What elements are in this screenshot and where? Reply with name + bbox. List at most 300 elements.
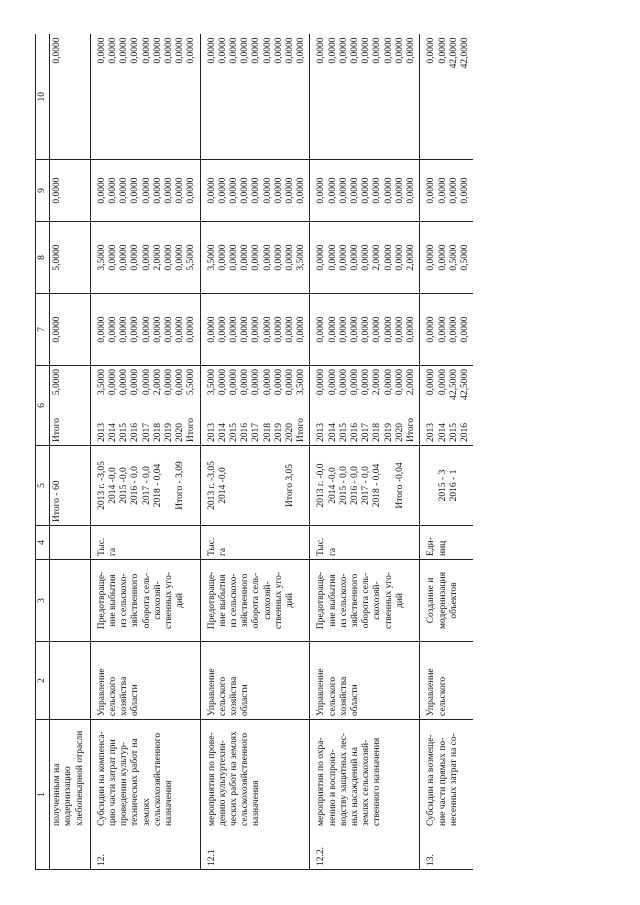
- local-value: 0,0000: [108, 177, 119, 204]
- cell-extrabudget: [200, 35, 310, 160]
- extrabudget-value: 0,0000: [251, 37, 262, 64]
- unit-line: Тыс.: [96, 537, 107, 556]
- local-value: 0,0000: [448, 177, 459, 204]
- amount-value: 2,0000: [152, 369, 163, 396]
- year-amount-line: [108, 369, 119, 442]
- indicator-line: 2015 - 0,0: [338, 466, 349, 505]
- extrabudget-value: 0,0000: [296, 37, 307, 64]
- description-line: хлебопекарной отрасли: [74, 730, 85, 826]
- cell-indicator: [200, 446, 310, 526]
- year-amount-line: [263, 369, 274, 442]
- year-amount-line: [229, 369, 240, 442]
- year-label: 2016: [350, 423, 361, 442]
- indicator-line: 2018 - 0,04: [372, 463, 383, 508]
- indicator-line: Итого - 3,09: [175, 461, 186, 510]
- year-amount-line: [296, 369, 307, 442]
- extrabudget-value: 0,0000: [426, 37, 437, 64]
- amount-value: 3,5000: [296, 369, 307, 396]
- regional-value: 0,5000: [459, 244, 470, 271]
- cell-goal: [420, 560, 473, 642]
- goal-line: модернизация: [437, 572, 448, 629]
- amount-value: 0,0000: [217, 369, 228, 396]
- cell-executor: [50, 642, 91, 720]
- executor-line: области: [240, 684, 251, 716]
- cell-regional: [420, 222, 473, 294]
- regional-value: 0,0000: [426, 244, 437, 271]
- description-line: проведении культур-: [119, 742, 130, 826]
- local-value: 0,0000: [96, 177, 107, 204]
- local-value: 0,0000: [217, 177, 228, 204]
- local-value: 0,0000: [394, 177, 405, 204]
- cell-federal: [420, 294, 473, 366]
- cell-description: [420, 720, 473, 870]
- description-line: несенных затрат на со-: [448, 733, 459, 826]
- executor-line: сельского: [327, 676, 338, 716]
- unit-line: Тыс.: [206, 537, 217, 556]
- goal-line: Предотвраще-: [96, 571, 107, 630]
- header-cell: 8: [36, 222, 50, 294]
- federal-value: 0,0000: [130, 316, 141, 343]
- indicator-line: Итого 3,05: [285, 463, 296, 508]
- cell-extrabudget: [420, 35, 473, 160]
- extrabudget-value: 0,0000: [206, 37, 217, 64]
- extrabudget-value: 0,0000: [437, 37, 448, 64]
- table-row: [200, 35, 310, 870]
- local-value: 0,0000: [406, 177, 417, 204]
- indicator-line: 2013 г. -0,0: [316, 463, 327, 508]
- indicator-line: 2013 г. -3,05: [96, 461, 107, 510]
- federal-value: 0,0000: [152, 316, 163, 343]
- unit-line: Еди-: [426, 537, 437, 556]
- description-line: полученным на: [52, 763, 63, 826]
- goal-line: ственных уго-: [164, 572, 175, 630]
- indicator-line: 2015 - 3: [437, 469, 448, 502]
- year-label: 2014: [437, 423, 448, 442]
- regional-value: 0,0000: [164, 244, 175, 271]
- cell-year-amount: [420, 366, 473, 446]
- indicator-line: Итого -0,04: [394, 462, 405, 509]
- description-line: назначения: [251, 780, 262, 826]
- local-value: 0,0000: [175, 177, 186, 204]
- cell-goal: [200, 560, 310, 642]
- year-label: 2013: [426, 423, 437, 442]
- regional-value: 3,5000: [296, 244, 307, 271]
- description-line: модернизацию: [63, 766, 74, 826]
- cell-local: [310, 160, 420, 222]
- executor-line: хозяйства: [338, 676, 349, 716]
- cell-executor: [200, 642, 310, 720]
- cell-local: [200, 160, 310, 222]
- federal-value: 0,0000: [338, 316, 349, 343]
- amount-value: 0,0000: [175, 369, 186, 396]
- extrabudget-value: 0,0000: [217, 37, 228, 64]
- executor-line: области: [130, 684, 141, 716]
- cell-goal: [50, 560, 91, 642]
- federal-value: 0,0000: [327, 316, 338, 343]
- regional-value: 0,0000: [175, 244, 186, 271]
- federal-value: 0,0000: [164, 316, 175, 343]
- description-line: землях сельскохозяй-: [361, 739, 372, 826]
- executor-line: Управление: [316, 668, 327, 716]
- goal-line: Создание и: [426, 577, 437, 624]
- indicator-line: 2014 -0,0: [217, 467, 228, 504]
- description-line: Субсидии на возмеще-: [426, 734, 437, 826]
- amount-value: 2,0000: [372, 369, 383, 396]
- federal-value: 0,0000: [186, 316, 197, 343]
- year-amount-line: [438, 369, 449, 442]
- year-amount-line: [218, 369, 229, 442]
- unit-line: Тыс.: [316, 537, 327, 556]
- regional-value: 0,0000: [262, 244, 273, 271]
- description-line: технических работ на: [130, 738, 141, 826]
- regional-value: 0,0000: [383, 244, 394, 271]
- goal-line: оборота сель-: [251, 572, 262, 629]
- cell-extrabudget: 0,0000: [50, 35, 91, 160]
- federal-value: 0,0000: [175, 316, 186, 343]
- year-amount-line: [153, 369, 164, 442]
- regional-value: 0,0000: [273, 244, 284, 271]
- federal-value: 0,0000: [217, 316, 228, 343]
- extrabudget-value: 42,0000: [459, 37, 470, 69]
- extrabudget-value: 0,0000: [130, 37, 141, 64]
- indicator-line: 2015 -0,0: [119, 467, 130, 504]
- amount-value: 0,0000: [285, 369, 296, 396]
- header-cell: 7: [36, 294, 50, 366]
- cell-federal: [310, 294, 420, 366]
- federal-value: 0,0000: [316, 316, 327, 343]
- header-cell: 9: [36, 160, 50, 222]
- federal-value: 0,0000: [394, 316, 405, 343]
- year-amount-line: [460, 369, 471, 442]
- year-label: 2019: [383, 423, 394, 442]
- cell-unit: [200, 526, 310, 560]
- indicator-line: [251, 449, 262, 522]
- extrabudget-value: 0,0000: [164, 37, 175, 64]
- cell-description: [90, 720, 200, 870]
- cell-federal: 0,0000: [50, 294, 91, 366]
- cell-unit: [310, 526, 420, 560]
- local-value: 0,0000: [459, 177, 470, 204]
- year-label: 2018: [262, 423, 273, 442]
- federal-value: 0,0000: [141, 316, 152, 343]
- year-amount-line: [97, 369, 108, 442]
- year-label: 2016: [240, 423, 251, 442]
- regional-value: 0,0000: [130, 244, 141, 271]
- indicator-line: [426, 449, 437, 522]
- goal-line: зяйственного: [130, 573, 141, 628]
- year-amount-line: [339, 369, 350, 442]
- description-line: ственного назначения: [372, 737, 383, 826]
- extrabudget-value: 0,0000: [119, 37, 130, 64]
- regional-value: 3,5000: [96, 244, 107, 271]
- indicator-line: 2016 - 0,0: [130, 466, 141, 505]
- extrabudget-value: 0,0000: [406, 37, 417, 64]
- extrabudget-value: 0,0000: [240, 37, 251, 64]
- year-label: 2019: [273, 423, 284, 442]
- cell-local: [420, 160, 473, 222]
- amount-value: 0,0000: [141, 369, 152, 396]
- cell-description: [200, 720, 310, 870]
- federal-value: 0,0000: [229, 316, 240, 343]
- executor-line: хозяйства: [119, 676, 130, 716]
- cell-unit: [420, 526, 473, 560]
- local-value: 0,0000: [426, 177, 437, 204]
- federal-value: 0,0000: [119, 316, 130, 343]
- regional-value: 0,0000: [316, 244, 327, 271]
- amount-value: 5,0000: [52, 369, 63, 396]
- local-value: 0,0000: [206, 177, 217, 204]
- year-amount-line: [361, 369, 372, 442]
- amount-value: 0,0000: [316, 369, 327, 396]
- extrabudget-value: 0,0000: [350, 37, 361, 64]
- amount-value: 5,5000: [186, 369, 197, 396]
- indicator-line: 2018 - 0,04: [152, 463, 163, 508]
- year-label: 2013: [206, 423, 217, 442]
- regional-value: 0,0000: [338, 244, 349, 271]
- executor-line: сельского: [217, 676, 228, 716]
- row-number: 13.: [426, 854, 437, 866]
- amount-value: 3,5000: [96, 369, 107, 396]
- year-amount-line: [274, 369, 285, 442]
- year-label: Итого: [406, 417, 417, 442]
- goal-line: оборота сель-: [141, 572, 152, 629]
- federal-value: 0,0000: [296, 316, 307, 343]
- extrabudget-value: 0,0000: [152, 37, 163, 64]
- year-label: 2015: [229, 423, 240, 442]
- federal-value: 0,0000: [350, 316, 361, 343]
- header-cell: 10: [36, 35, 50, 160]
- amount-value: 0,0000: [361, 369, 372, 396]
- year-amount-line: [207, 369, 218, 442]
- year-amount-line: [130, 369, 141, 442]
- executor-line: Управление: [96, 668, 107, 716]
- extrabudget-value: 0,0000: [96, 37, 107, 64]
- regional-value: 0,0000: [141, 244, 152, 271]
- extrabudget-value: 0,0000: [273, 37, 284, 64]
- cell-executor: [420, 642, 473, 720]
- table-row: [310, 35, 420, 870]
- cell-indicator: [90, 446, 200, 526]
- executor-line: области: [350, 684, 361, 716]
- year-label: 2019: [164, 423, 175, 442]
- regional-value: 0,0000: [327, 244, 338, 271]
- year-amount-line: [406, 369, 417, 442]
- goal-line: ние выбытия: [108, 574, 119, 627]
- federal-value: 0,0000: [437, 316, 448, 343]
- amount-value: 0,0000: [108, 369, 119, 396]
- description-line: ние части прямых по-: [437, 737, 448, 826]
- federal-value: 0,0000: [361, 316, 372, 343]
- amount-value: 0,0000: [426, 369, 437, 396]
- year-amount-line: [449, 369, 460, 442]
- federal-value: 0,0000: [273, 316, 284, 343]
- cell-goal: [310, 560, 420, 642]
- year-amount-line: [350, 369, 361, 442]
- goal-line: ственных уго-: [383, 572, 394, 630]
- year-amount-line: [240, 369, 251, 442]
- header-cell: 2: [36, 642, 50, 720]
- goal-line: дий: [394, 593, 405, 609]
- year-amount-line: [372, 369, 383, 442]
- local-value: 0,0000: [338, 177, 349, 204]
- local-value: 0,0000: [361, 177, 372, 204]
- federal-value: 0,0000: [206, 316, 217, 343]
- header-cell: 5: [36, 446, 50, 526]
- amount-value: 0,0000: [164, 369, 175, 396]
- year-total-line: [52, 369, 63, 442]
- amount-value: 0,0000: [130, 369, 141, 396]
- extrabudget-value: 0,0000: [186, 37, 197, 64]
- amount-value: 42,5000: [448, 369, 459, 400]
- year-label: 2013: [96, 423, 107, 442]
- extrabudget-value: 0,0000: [262, 37, 273, 64]
- cell-description: [310, 720, 420, 870]
- cell-executor: [310, 642, 420, 720]
- goal-line: оборота сель-: [361, 572, 372, 629]
- year-amount-line: [316, 369, 327, 442]
- year-label: 2015: [448, 423, 459, 442]
- federal-value: 0,0000: [251, 316, 262, 343]
- extrabudget-value: 0,0000: [316, 37, 327, 64]
- cell-regional: [200, 222, 310, 294]
- local-value: 0,0000: [285, 177, 296, 204]
- regional-value: 0,0000: [119, 244, 130, 271]
- amount-value: 0,0000: [119, 369, 130, 396]
- indicator-line: 2016 - 1: [448, 469, 459, 502]
- cell-local: [90, 160, 200, 222]
- amount-value: 2,0000: [406, 369, 417, 396]
- amount-value: 0,0000: [437, 369, 448, 396]
- description-line: дению культуртехни-: [217, 740, 228, 826]
- federal-value: 0,0000: [383, 316, 394, 343]
- local-value: 0,0000: [141, 177, 152, 204]
- indicator-line: 2016 - 0,0: [350, 466, 361, 505]
- cell-year-amount: [200, 366, 310, 446]
- amount-value: 0,0000: [273, 369, 284, 396]
- row-number: 12.: [96, 854, 107, 866]
- local-value: 0,0000: [262, 177, 273, 204]
- year-label: 2018: [152, 423, 163, 442]
- local-value: 0,0000: [327, 177, 338, 204]
- year-label: 2018: [372, 423, 383, 442]
- indicator-line: [229, 449, 240, 522]
- extrabudget-value: 0,0000: [394, 37, 405, 64]
- local-value: 0,0000: [273, 177, 284, 204]
- regional-value: 0,0000: [108, 244, 119, 271]
- extrabudget-value: 0,0000: [229, 37, 240, 64]
- cell-regional: [90, 222, 200, 294]
- cell-regional: 5,0000: [50, 222, 91, 294]
- federal-value: 0,0000: [372, 316, 383, 343]
- regional-value: 0,0000: [285, 244, 296, 271]
- federal-value: 0,0000: [448, 316, 459, 343]
- goal-line: дий: [175, 593, 186, 609]
- goal-line: ние выбытия: [217, 574, 228, 627]
- description-line: нению и воспроиз-: [327, 749, 338, 826]
- year-label: 2016: [459, 423, 470, 442]
- cell-unit: [50, 526, 91, 560]
- year-amount-line: [186, 369, 197, 442]
- indicator-line: 2014 -0,0: [327, 467, 338, 504]
- year-amount-line: [384, 369, 395, 442]
- year-label: 2015: [119, 423, 130, 442]
- regional-value: 0,0000: [251, 244, 262, 271]
- goal-line: скохозяй-: [372, 581, 383, 620]
- year-amount-line: [119, 369, 130, 442]
- goal-line: ние выбытия: [327, 574, 338, 627]
- indicator-line: [274, 449, 285, 522]
- appendix-table: [35, 35, 473, 871]
- amount-value: 0,0000: [262, 369, 273, 396]
- cell-year-amount: [310, 366, 420, 446]
- extrabudget-value: 0,0000: [108, 37, 119, 64]
- goal-line: из сельскохо-: [229, 573, 240, 628]
- year-amount-line: [285, 369, 296, 442]
- federal-value: 0,0000: [426, 316, 437, 343]
- header-cell: 4: [36, 526, 50, 560]
- amount-value: 0,0000: [350, 369, 361, 396]
- description-line: сельскохозяйственного: [152, 732, 163, 826]
- description-line: ных насаждений на: [350, 747, 361, 826]
- year-label: 2015: [338, 423, 349, 442]
- goal-line: ственных уго-: [273, 572, 284, 630]
- year-label: 2020: [394, 423, 405, 442]
- header-cell: 6: [36, 366, 50, 446]
- extrabudget-value: 0,0000: [383, 37, 394, 64]
- cell-unit: [90, 526, 200, 560]
- year-label: 2017: [361, 423, 372, 442]
- year-label: 2017: [251, 423, 262, 442]
- extrabudget-value: 42,0000: [448, 37, 459, 69]
- year-amount-line: [175, 369, 186, 442]
- cell-executor: [90, 642, 200, 720]
- table-row: [420, 35, 473, 870]
- description-line: землях: [141, 798, 152, 826]
- description-line: ческих работ на землях: [229, 731, 240, 826]
- cell-goal: [90, 560, 200, 642]
- indicator-line: [240, 449, 251, 522]
- cell-year-amount: [90, 366, 200, 446]
- row-number: 12.2.: [316, 847, 327, 866]
- extrabudget-value: 0,0000: [327, 37, 338, 64]
- description-line: мероприятия по прове-: [206, 732, 217, 826]
- extrabudget-value: 0,0000: [338, 37, 349, 64]
- amount-value: 0,0000: [383, 369, 394, 396]
- goal-line: зяйственного: [350, 573, 361, 628]
- federal-value: 0,0000: [285, 316, 296, 343]
- year-label: 2014: [108, 423, 119, 442]
- extrabudget-value: 0,0000: [372, 37, 383, 64]
- indicator-line: 2013 г. -3,05: [206, 461, 217, 510]
- cell-indicator: [310, 446, 420, 526]
- header-row: [36, 35, 50, 870]
- local-value: 0,0000: [437, 177, 448, 204]
- regional-value: 2,0000: [152, 244, 163, 271]
- cell-year-total: [50, 366, 91, 446]
- indicator-line: [384, 449, 395, 522]
- cell-indicator: [420, 446, 473, 526]
- regional-value: 0,0000: [217, 244, 228, 271]
- regional-value: 0,0000: [240, 244, 251, 271]
- indicator-line: [263, 449, 274, 522]
- description-line: сельскохозяйственного: [240, 732, 251, 826]
- indicator-line: 2014 -0,0: [108, 467, 119, 504]
- local-value: 0,0000: [316, 177, 327, 204]
- year-amount-line: [395, 369, 406, 442]
- local-value: 0,0000: [130, 177, 141, 204]
- year-label: 2017: [141, 423, 152, 442]
- year-label: 2020: [285, 423, 296, 442]
